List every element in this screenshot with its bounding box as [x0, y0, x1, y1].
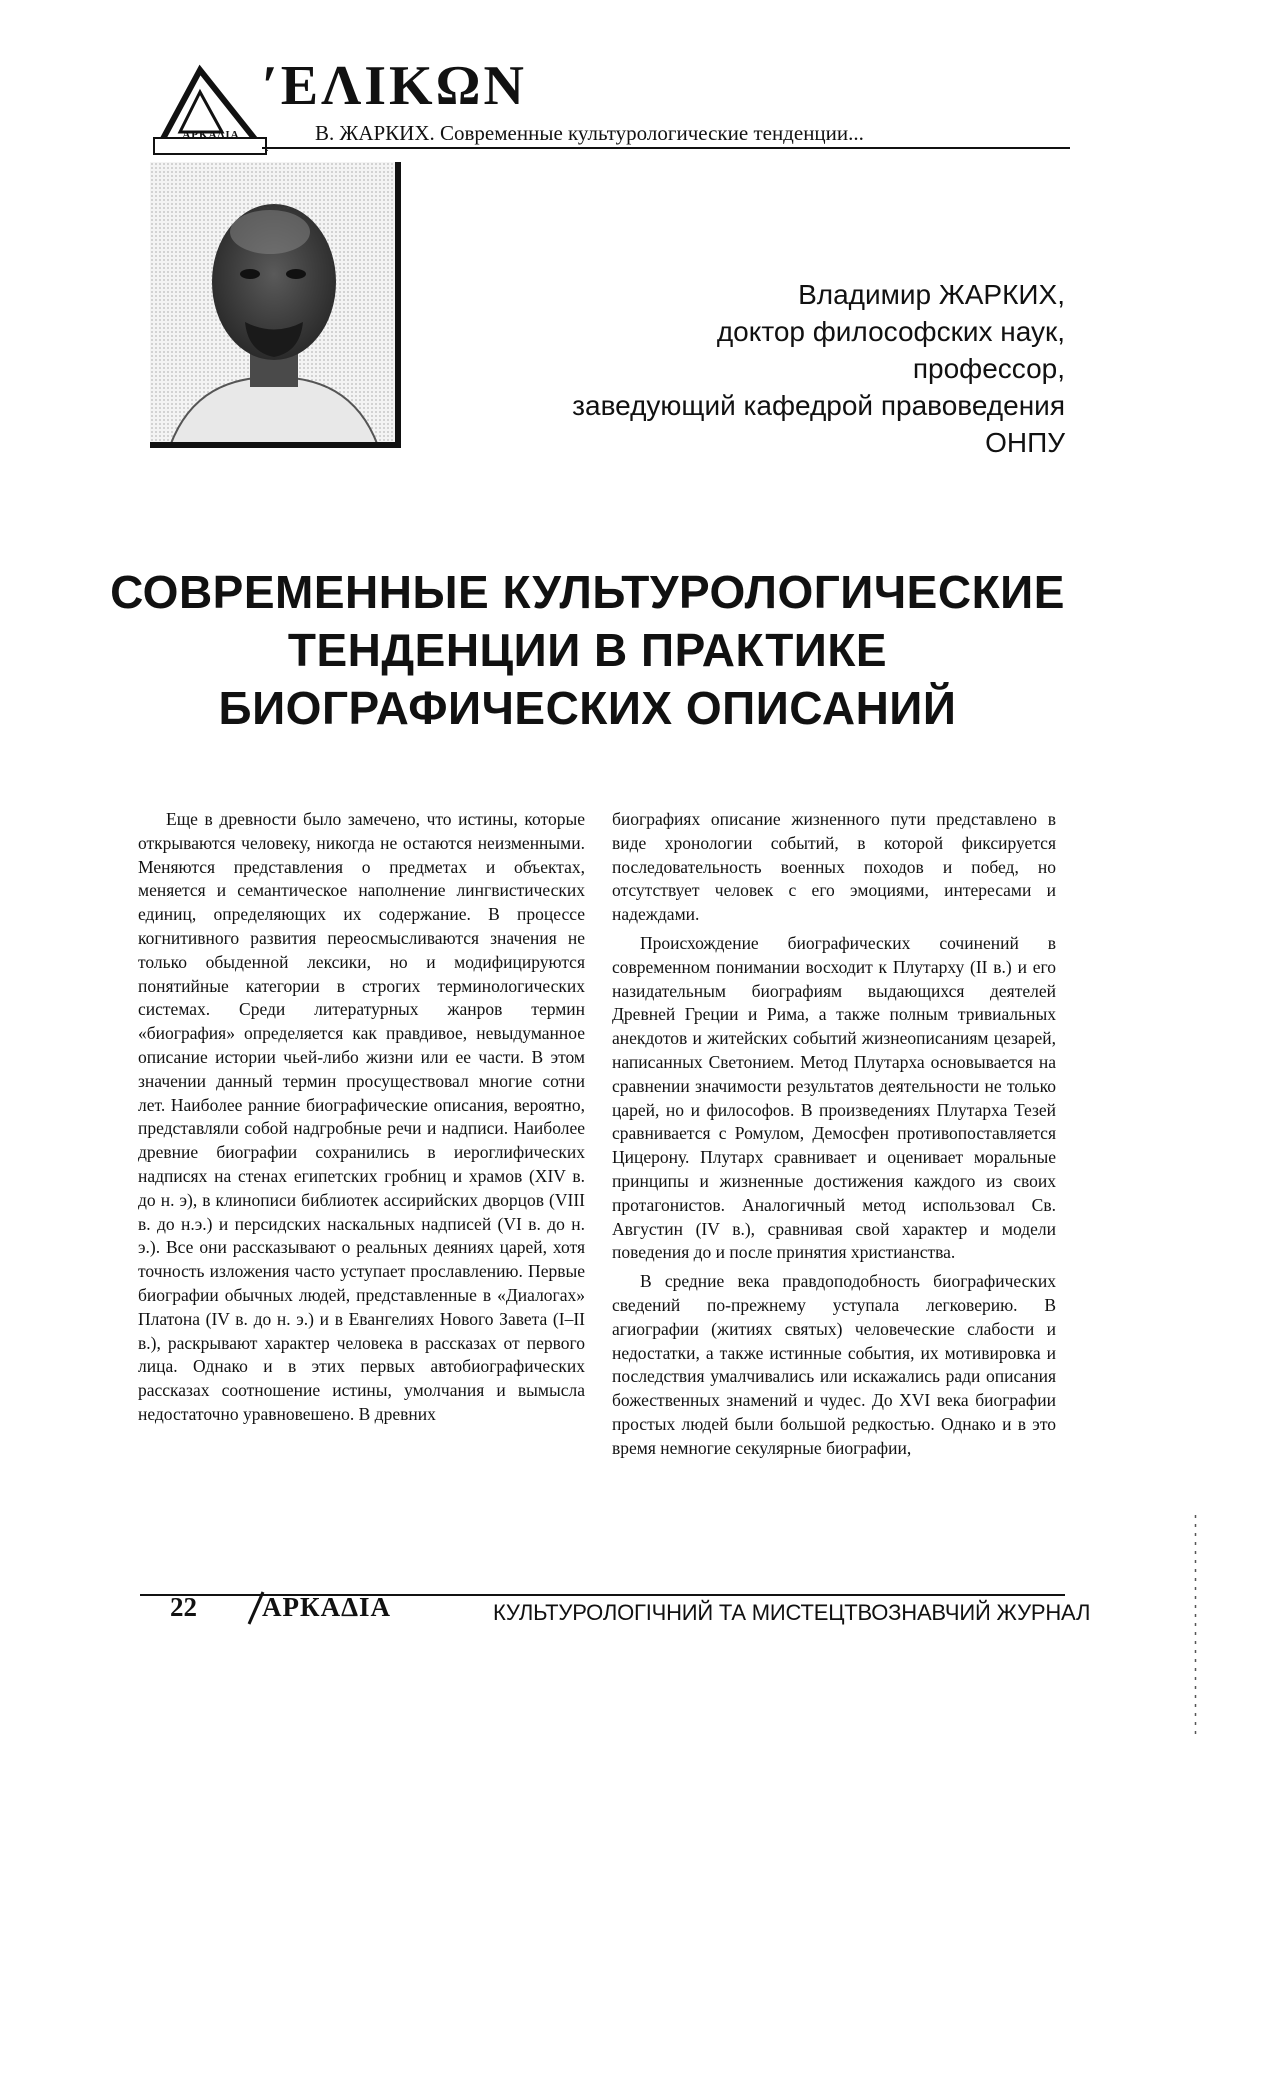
title-line-3: БИОГРАФИЧЕСКИХ ОПИСАНИЙ: [218, 682, 957, 734]
body-column-right: [612, 808, 1056, 1461]
author-degree: доктор философских наук,: [716, 316, 1065, 347]
page-number: 22: [170, 1592, 197, 1622]
author-name: Владимир ЖАРКИХ,: [798, 279, 1065, 310]
author-rank: профессор,: [912, 353, 1065, 384]
author-affiliation: ОНПУ: [985, 427, 1065, 458]
article-title: [100, 563, 1075, 737]
portrait-frame-bottom: [150, 442, 401, 448]
logo-text: ΑΡΚΑΔΙΑ: [182, 129, 240, 141]
footer-journal-name: КУЛЬТУРОЛОГІЧНИЙ ТА МИСТЕЦТВОЗНАВЧИЙ ЖУРНАЛ: [493, 1600, 1091, 1625]
journal-title: ʹΕΛΙΚΩΝ: [262, 55, 527, 117]
body-paragraph: Еще в древности было замечено, что истины, которые открываются человеку, никогда не остаются неизменными. Меняются представления о предметах и объектах, меняется и семантическое наполнение лингвистических единиц, определяющих их содержание. В процессе когнитивного развития переосмысливаются значения не только обыденной лексики, но и модифицируются понятийные категории в строгих терминологических системах. Среди литературных жанров термин «биография» определяется как правдивое, невыдуманное описание истории чьей-либо жизни или ее части. В этом значении данный термин просуществовал многие сотни лет. Наиболее ранние биографические описания, вероятно, представляли собой надгробные речи и надписи. Наиболее древние биографии сохранились в иероглифических надписях на стенах египетских гробниц и храмов (XIV в. до н. э), в клинописи библиотек ассирийских дворцов (VIII в. до н.э.) и персидских наскальных надписей (VI в. до н. э.). Все они рассказывают о реальных деяниях царей, хотя точность изложения часто уступает прославлению. Первые биографии обычных людей, представленные в «Диалогах» Платона (IV в. до н. э.) и в Евангелиях Нового Завета (I–II в.), раскрывают характер человека в рассказах от первого лица. Однако и в этих первых автобиографических рассказах соотношение истины, умолчания и вымысла недостаточно уравновешено. В древних: [138, 809, 585, 1424]
author-position: заведующий кафедрой правоведения: [572, 390, 1065, 421]
header-rule: [300, 147, 1070, 149]
author-portrait: [150, 162, 398, 446]
body-paragraph: биографиях описание жизненного пути представлено в виде хронологии событий, в которой фиксируется последовательность военных походов и побед, но отсутствует человек с его эмоциями, интересами и надеждами.: [612, 809, 1056, 925]
title-line-1: СОВРЕМЕННЫЕ КУЛЬТУРОЛОГИЧЕСКИЕ: [110, 566, 1065, 618]
running-head: В. ЖАРКИХ. Современные культурологические тенденции...: [315, 121, 864, 145]
body-column-left: [138, 808, 585, 1427]
body-paragraph: В средние века правдоподобность биографических сведений по-прежнему уступала легковерию. В агиографии (житиях святых) человеческие слабости и недостатки, а также истинные события, их мотивировка и последствия умалчивались или искажались ради описания божественных знамений и чудес. До XVI века биографии простых людей были большой редкостью. Однако и в это время немногие секулярные биографии,: [612, 1271, 1056, 1458]
footer-logo: АРКАΔІА: [262, 1592, 392, 1622]
scan-margin-mark: [1194, 1515, 1197, 1735]
portrait-frame-right: [395, 162, 401, 448]
author-block: [572, 276, 1065, 461]
body-paragraph: Происхождение биографических сочинений в современном понимании восходит к Плутарху (II в.) и его назидательным биографиям выдающихся деятелей Древней Греции и Рима, а также полным тривиальных анекдотов и житейских событий жизнеописаниям цезарей, написанных Светонием. Метод Плутарха основывается на сравнении значимости результатов деятельности не только царей, но и философов. В произведениях Плутарха Тезей сравнивается с Ромулом, Демосфен противопоставляется Цицерону. Плутарх сравнивает и оценивает моральные принципы и жизненные достижения каждого из своих протагонистов. Аналогичный метод использовал Св. Августин (IV в.), сравнивая свой характер и модели поведения до и после принятия христианства.: [612, 932, 1056, 1263]
title-line-2: ТЕНДЕНЦИИ В ПРАКТИКЕ: [287, 624, 888, 676]
